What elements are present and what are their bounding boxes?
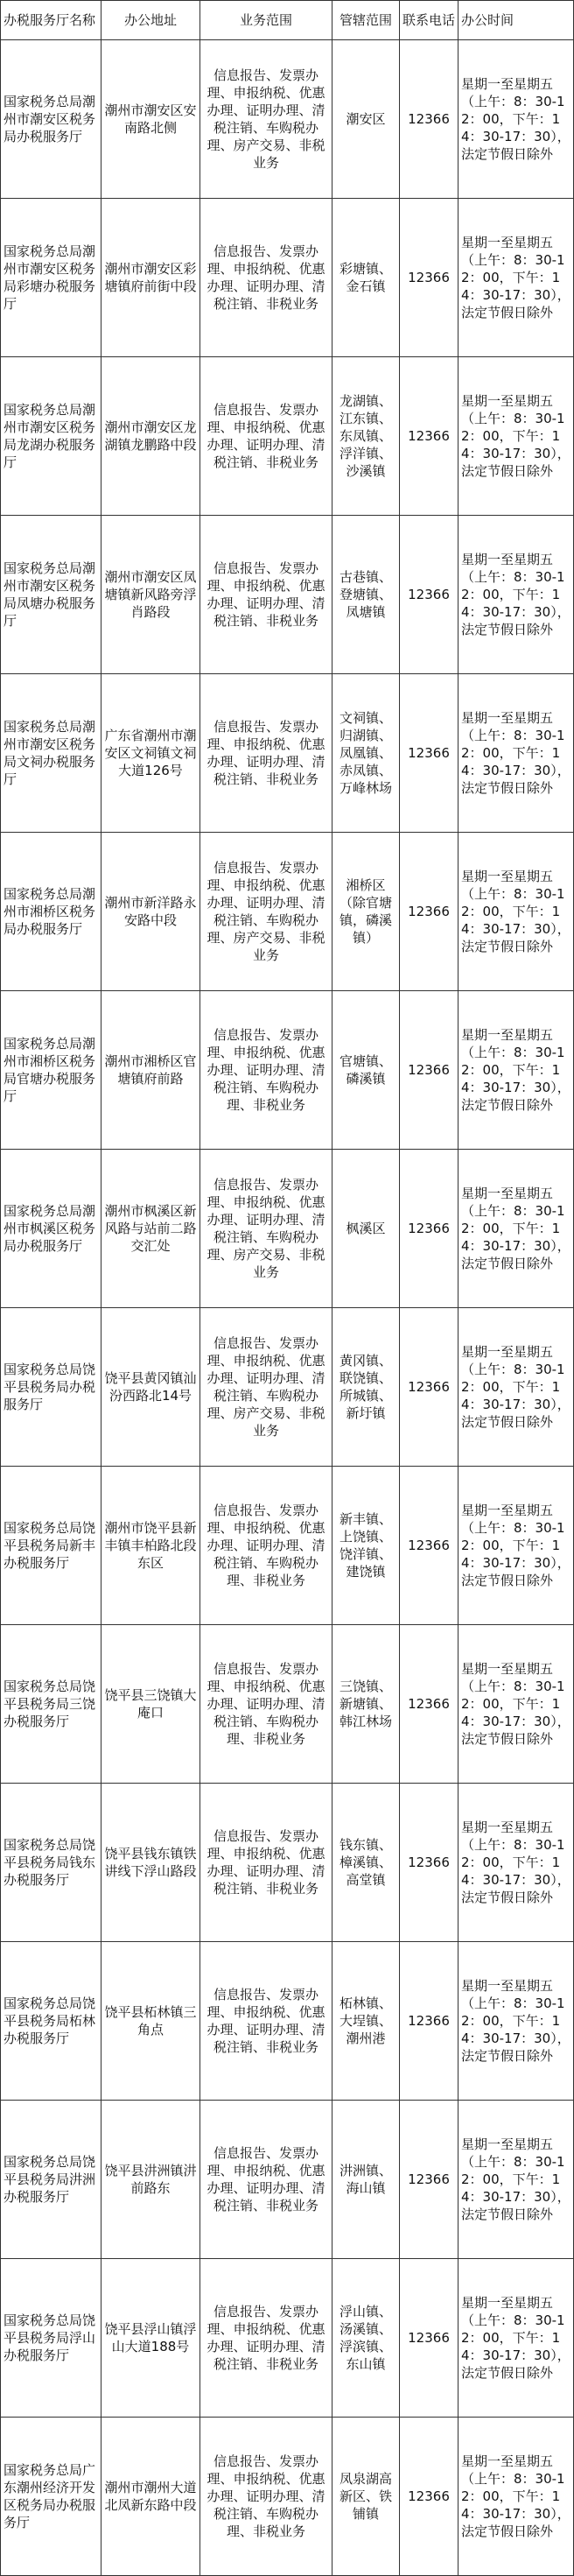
cell-area: 彩塘镇、金石镇 — [332, 199, 400, 357]
cell-scope: 信息报告、发票办理、申报纳税、优惠办理、证明办理、清税注销、车购税办理、房产交易、非税业务 — [200, 1308, 332, 1467]
cell-address: 潮州市潮州大道北凤新东路中段 — [102, 2418, 200, 2576]
cell-scope: 信息报告、发票办理、申报纳税、优惠办理、证明办理、清税注销、非税业务 — [200, 2101, 332, 2259]
cell-address: 饶平县三饶镇大庵口 — [102, 1625, 200, 1784]
cell-hours: 星期一至星期五（上午：8：30-12：00，下午：14：30-17：30），法定节假日除外 — [458, 991, 574, 1150]
cell-hours: 星期一至星期五（上午：8：30-12：00，下午：14：30-17：30），法定节假日除外 — [458, 2418, 574, 2576]
header-name: 办税服务厅名称 — [1, 1, 102, 40]
table-row — [1, 1150, 574, 1308]
cell-name: 国家税务总局饶平县税务局浮山办税服务厅 — [1, 2259, 102, 2418]
cell-area: 三饶镇、新塘镇、韩江林场 — [332, 1625, 400, 1784]
cell-name: 国家税务总局饶平县税务局办税服务厅 — [1, 1308, 102, 1467]
cell-area: 柘林镇、大埕镇、潮州港 — [332, 1942, 400, 2101]
header-area: 管辖范围 — [332, 1, 400, 40]
cell-address: 饶平县柘林镇三角点 — [102, 1942, 200, 2101]
cell-area: 钱东镇、樟溪镇、高堂镇 — [332, 1784, 400, 1942]
cell-scope: 信息报告、发票办理、申报纳税、优惠办理、证明办理、清税注销、车购税办理、房产交易、非税业务 — [200, 833, 332, 991]
cell-scope: 信息报告、发票办理、申报纳税、优惠办理、证明办理、清税注销、非税业务 — [200, 674, 332, 833]
cell-area: 潮安区 — [332, 40, 400, 199]
table-row — [1, 516, 574, 674]
cell-hours: 星期一至星期五（上午：8：30-12：00，下午：14：30-17：30），法定节假日除外 — [458, 674, 574, 833]
cell-scope: 信息报告、发票办理、申报纳税、优惠办理、证明办理、清税注销、车购税办理、非税业务 — [200, 2418, 332, 2576]
cell-address: 潮州市枫溪区新风路与站前二路交汇处 — [102, 1150, 200, 1308]
cell-hours: 星期一至星期五（上午：8：30-12：00，下午：14：30-17：30），法定节假日除外 — [458, 199, 574, 357]
cell-area: 文祠镇、归湖镇、凤凰镇、赤凤镇、万峰林场 — [332, 674, 400, 833]
cell-address: 广东省潮州市潮安区文祠镇文祠大道126号 — [102, 674, 200, 833]
cell-address: 饶平县汫洲镇汫前路东 — [102, 2101, 200, 2259]
cell-area: 黄冈镇、联饶镇、所城镇、新圩镇 — [332, 1308, 400, 1467]
cell-phone: 12366 — [400, 674, 458, 833]
cell-name: 国家税务总局潮州市潮安区税务局彩塘办税服务厅 — [1, 199, 102, 357]
cell-scope: 信息报告、发票办理、申报纳税、优惠办理、证明办理、清税注销、车购税办理、房产交易、非税业务 — [200, 1150, 332, 1308]
cell-phone: 12366 — [400, 2259, 458, 2418]
cell-scope: 信息报告、发票办理、申报纳税、优惠办理、证明办理、清税注销、车购税办理、非税业务 — [200, 991, 332, 1150]
table-row — [1, 2259, 574, 2418]
cell-address: 饶平县浮山镇浮山大道188号 — [102, 2259, 200, 2418]
cell-phone: 12366 — [400, 1467, 458, 1625]
cell-name: 国家税务总局潮州市枫溪区税务局办税服务厅 — [1, 1150, 102, 1308]
cell-scope: 信息报告、发票办理、申报纳税、优惠办理、证明办理、清税注销、非税业务 — [200, 2259, 332, 2418]
table-row — [1, 199, 574, 357]
cell-address: 潮州市潮安区龙湖镇龙鹏路中段 — [102, 357, 200, 516]
cell-address: 潮州市潮安区彩塘镇府前街中段 — [102, 199, 200, 357]
cell-name: 国家税务总局潮州市潮安区税务局办税服务厅 — [1, 40, 102, 199]
table-row — [1, 2418, 574, 2576]
cell-scope: 信息报告、发票办理、申报纳税、优惠办理、证明办理、清税注销、非税业务 — [200, 1942, 332, 2101]
cell-name: 国家税务总局饶平县税务局新丰办税服务厅 — [1, 1467, 102, 1625]
table-header-row — [1, 1, 574, 40]
cell-scope: 信息报告、发票办理、申报纳税、优惠办理、证明办理、清税注销、非税业务 — [200, 1784, 332, 1942]
cell-scope: 信息报告、发票办理、申报纳税、优惠办理、证明办理、清税注销、车购税办理、房产交易、非税业务 — [200, 40, 332, 199]
cell-address: 潮州市湘桥区官塘镇府前路 — [102, 991, 200, 1150]
cell-address: 潮州市饶平县新丰镇丰柏路北段东区 — [102, 1467, 200, 1625]
cell-area: 汫洲镇、海山镇 — [332, 2101, 400, 2259]
cell-hours: 星期一至星期五（上午：8：30-12：00，下午：14：30-17：30），法定节假日除外 — [458, 833, 574, 991]
cell-name: 国家税务总局潮州市湘桥区税务局办税服务厅 — [1, 833, 102, 991]
cell-name: 国家税务总局潮州市潮安区税务局文祠办税服务厅 — [1, 674, 102, 833]
table-row — [1, 833, 574, 991]
cell-address: 饶平县钱东镇铁讲线下浮山路段 — [102, 1784, 200, 1942]
cell-name: 国家税务总局潮州市湘桥区税务局官塘办税服务厅 — [1, 991, 102, 1150]
cell-phone: 12366 — [400, 991, 458, 1150]
cell-hours: 星期一至星期五（上午：8：30-12：00，下午：14：30-17：30），法定节假日除外 — [458, 2259, 574, 2418]
cell-area: 枫溪区 — [332, 1150, 400, 1308]
cell-area: 凤泉湖高新区、铁铺镇 — [332, 2418, 400, 2576]
cell-name: 国家税务总局饶平县税务局钱东办税服务厅 — [1, 1784, 102, 1942]
cell-phone: 12366 — [400, 357, 458, 516]
header-hours: 办公时间 — [458, 1, 574, 40]
cell-phone: 12366 — [400, 1150, 458, 1308]
cell-area: 官塘镇、磷溪镇 — [332, 991, 400, 1150]
table-row — [1, 357, 574, 516]
cell-hours: 星期一至星期五（上午：8：30-12：00，下午：14：30-17：30），法定节假日除外 — [458, 40, 574, 199]
cell-name: 国家税务总局饶平县税务局柘林办税服务厅 — [1, 1942, 102, 2101]
table-row — [1, 674, 574, 833]
cell-name: 国家税务总局潮州市潮安区税务局凤塘办税服务厅 — [1, 516, 102, 674]
cell-name: 国家税务总局广东潮州经济开发区税务局办税服务厅 — [1, 2418, 102, 2576]
cell-phone: 12366 — [400, 833, 458, 991]
cell-scope: 信息报告、发票办理、申报纳税、优惠办理、证明办理、清税注销、车购税办理、非税业务 — [200, 1625, 332, 1784]
cell-area: 浮山镇、汤溪镇、浮滨镇、东山镇 — [332, 2259, 400, 2418]
cell-address: 潮州市新洋路永安路中段 — [102, 833, 200, 991]
cell-name: 国家税务总局饶平县税务局三饶办税服务厅 — [1, 1625, 102, 1784]
table-row — [1, 2101, 574, 2259]
cell-phone: 12366 — [400, 1625, 458, 1784]
cell-phone: 12366 — [400, 1942, 458, 2101]
cell-phone: 12366 — [400, 1308, 458, 1467]
cell-scope: 信息报告、发票办理、申报纳税、优惠办理、证明办理、清税注销、非税业务 — [200, 357, 332, 516]
cell-name: 国家税务总局饶平县税务局汫洲办税服务厅 — [1, 2101, 102, 2259]
cell-phone: 12366 — [400, 1784, 458, 1942]
cell-hours: 星期一至星期五（上午：8：30-12：00，下午：14：30-17：30），法定节假日除外 — [458, 1308, 574, 1467]
table-row — [1, 1467, 574, 1625]
table-row — [1, 1308, 574, 1467]
cell-phone: 12366 — [400, 516, 458, 674]
cell-hours: 星期一至星期五（上午：8：30-12：00，下午：14：30-17：30），法定节假日除外 — [458, 1150, 574, 1308]
cell-scope: 信息报告、发票办理、申报纳税、优惠办理、证明办理、清税注销、非税业务 — [200, 199, 332, 357]
header-scope: 业务范围 — [200, 1, 332, 40]
header-address: 办公地址 — [102, 1, 200, 40]
cell-address: 潮州市潮安区安南路北侧 — [102, 40, 200, 199]
cell-area: 新丰镇、上饶镇、饶洋镇、建饶镇 — [332, 1467, 400, 1625]
table-row — [1, 40, 574, 199]
table-row — [1, 991, 574, 1150]
cell-area: 湘桥区（除官塘镇，磷溪镇） — [332, 833, 400, 991]
table-row — [1, 1625, 574, 1784]
header-phone: 联系电话 — [400, 1, 458, 40]
cell-address: 潮州市潮安区凤塘镇新风路旁浮肖路段 — [102, 516, 200, 674]
cell-hours: 星期一至星期五（上午：8：30-12：00，下午：14：30-17：30），法定节假日除外 — [458, 2101, 574, 2259]
cell-hours: 星期一至星期五（上午：8：30-12：00，下午：14：30-17：30），法定节假日除外 — [458, 1625, 574, 1784]
cell-phone: 12366 — [400, 40, 458, 199]
cell-phone: 12366 — [400, 2101, 458, 2259]
cell-hours: 星期一至星期五（上午：8：30-12：00，下午：14：30-17：30），法定节假日除外 — [458, 516, 574, 674]
cell-area: 古巷镇、登塘镇、凤塘镇 — [332, 516, 400, 674]
cell-hours: 星期一至星期五（上午：8：30-12：00，下午：14：30-17：30），法定节假日除外 — [458, 1942, 574, 2101]
cell-name: 国家税务总局潮州市潮安区税务局龙湖办税服务厅 — [1, 357, 102, 516]
table-row — [1, 1784, 574, 1942]
cell-scope: 信息报告、发票办理、申报纳税、优惠办理、证明办理、清税注销、非税业务 — [200, 516, 332, 674]
cell-address: 饶平县黄冈镇汕汾西路北14号 — [102, 1308, 200, 1467]
cell-hours: 星期一至星期五（上午：8：30-12：00，下午：14：30-17：30），法定节假日除外 — [458, 1467, 574, 1625]
cell-scope: 信息报告、发票办理、申报纳税、优惠办理、证明办理、清税注销、车购税办理、非税业务 — [200, 1467, 332, 1625]
table-row — [1, 1942, 574, 2101]
cell-area: 龙湖镇、江东镇、东凤镇、浮洋镇、沙溪镇 — [332, 357, 400, 516]
cell-hours: 星期一至星期五（上午：8：30-12：00，下午：14：30-17：30），法定节假日除外 — [458, 357, 574, 516]
cell-hours: 星期一至星期五（上午：8：30-12：00，下午：14：30-17：30），法定节假日除外 — [458, 1784, 574, 1942]
cell-phone: 12366 — [400, 2418, 458, 2576]
cell-phone: 12366 — [400, 199, 458, 357]
